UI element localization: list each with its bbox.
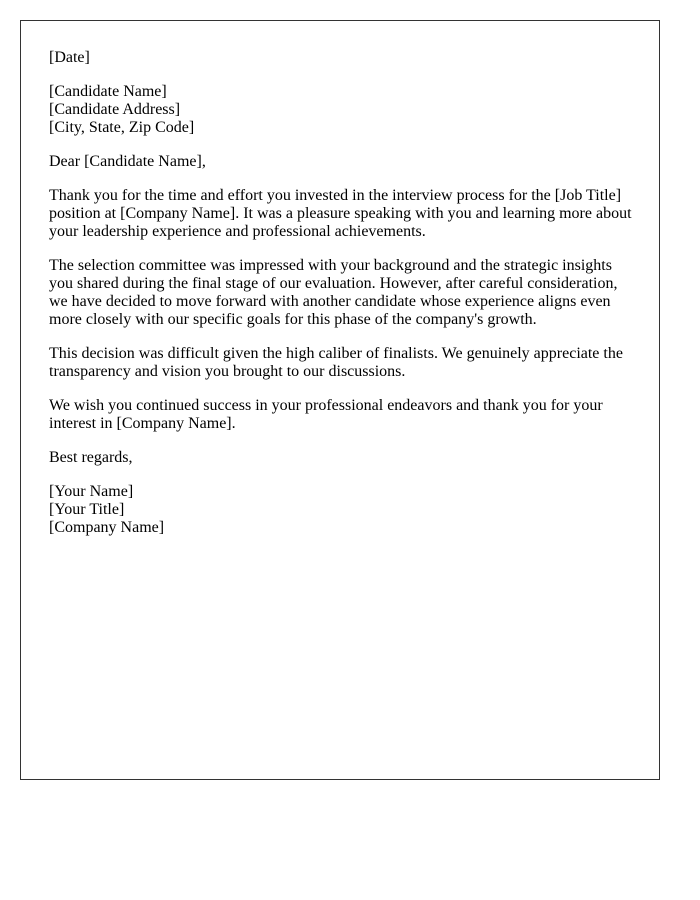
recipient-address — [49, 83, 631, 137]
body-paragraph-4 — [49, 397, 631, 433]
recipient-street: [Candidate Address] — [49, 101, 181, 118]
date-text: [Date] — [49, 49, 90, 66]
salutation — [49, 153, 631, 171]
closing — [49, 449, 631, 467]
sender-company: [Company Name] — [49, 519, 165, 536]
body-paragraph-1 — [49, 187, 631, 241]
letter-page — [20, 20, 660, 780]
paragraph-line: The selection committee was impressed with your background and the strategic insights — [49, 257, 612, 274]
paragraph-line: position at [Company Name]. It was a pleasure speaking with you and learning more about — [49, 205, 632, 222]
paragraph-line: Thank you for the time and effort you invested in the interview process for the [Job Title] — [49, 187, 622, 204]
signature-block — [49, 483, 631, 537]
paragraph-line: transparency and vision you brought to our discussions. — [49, 363, 406, 380]
paragraph-line: This decision was difficult given the high caliber of finalists. We genuinely appreciate the — [49, 345, 623, 362]
sender-name: [Your Name] — [49, 483, 134, 500]
sender-title: [Your Title] — [49, 501, 125, 518]
body-paragraph-3 — [49, 345, 631, 381]
letter-date — [49, 49, 631, 67]
closing-text: Best regards, — [49, 449, 133, 466]
paragraph-line: interest in [Company Name]. — [49, 415, 236, 432]
paragraph-line: your leadership experience and professional achievements. — [49, 223, 426, 240]
recipient-name: [Candidate Name] — [49, 83, 167, 100]
salutation-text: Dear [Candidate Name], — [49, 153, 206, 170]
paragraph-line: We wish you continued success in your professional endeavors and thank you for your — [49, 397, 603, 414]
recipient-city: [City, State, Zip Code] — [49, 119, 195, 136]
paragraph-line: we have decided to move forward with another candidate whose experience aligns even — [49, 293, 611, 310]
paragraph-line: more closely with our specific goals for this phase of the company's growth. — [49, 311, 537, 328]
body-paragraph-2 — [49, 257, 631, 329]
paragraph-line: you shared during the final stage of our evaluation. However, after careful consideration, — [49, 275, 618, 292]
